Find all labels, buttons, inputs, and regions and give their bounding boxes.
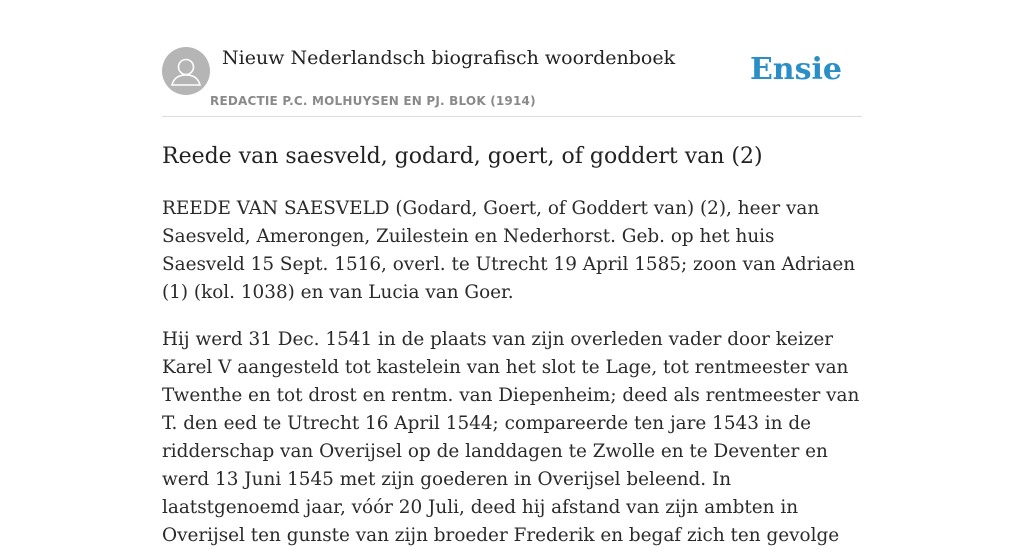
source-header [162, 0, 862, 117]
source-editors: REDACTIE P.C. MOLHUYSEN EN PJ. BLOK (1914) [210, 94, 536, 108]
article-paragraph: REEDE VAN SAESVELD (Godard, Goert, of Goddert van) (2), heer van Saesveld, Amerongen, Zuilestein en Nederhorst. Geb. op het huis Saesveld 15 Sept. 1516, overl. te Utrecht 19 April 1585; zoon van Adriaen (1) (kol. 1038) en van Lucia van Goer. [162, 198, 856, 303]
article-title: Reede van saesveld, godard, goert, of goddert van (2) [162, 144, 763, 169]
source-title[interactable]: Nieuw Nederlandsch biografisch woordenboek [222, 47, 676, 69]
brand-logo[interactable]: Ensie [749, 52, 842, 87]
article-paragraph: Hij werd 31 Dec. 1541 in de plaats van zijn overleden vader door keizer Karel V aangesteld tot kastelein van het slot te Lage, tot rentmeester van Twenthe en tot drost en rentm. van Diepenheim; deed als rentmeester van T. den eed te Utrecht 16 April 1544; compareerde ten jare 1543 in de ridderschap van Overijsel op de landdagen te Zwolle en te Deventer en werd 13 Juni 1545 met zijn goederen in Overijsel beleend. In laatstgenoemd jaar, vóór 20 Juli, deed hij afstand van zijn ambten in Overijsel ten gunste van zijn broeder Frederik en begaf zich ten gevolge [162, 329, 860, 546]
user-silhouette-icon [162, 47, 210, 95]
avatar[interactable] [162, 47, 210, 95]
content-column [162, 0, 862, 550]
